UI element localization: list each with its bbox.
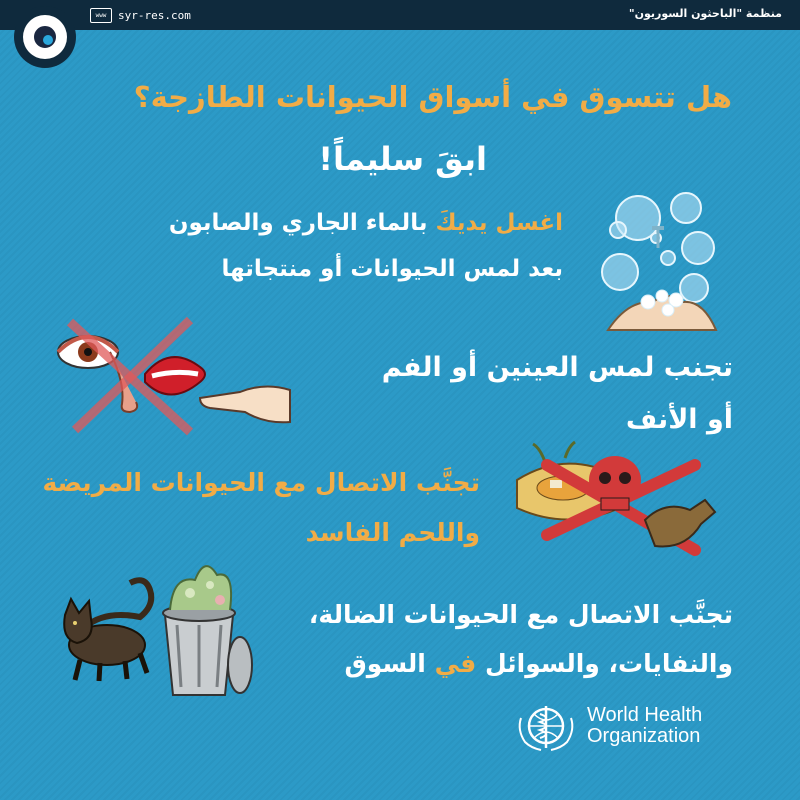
site-label: syr-res.com (118, 8, 191, 22)
avoid-sick-animals-line-1: تجنَّب الاتصال مع الحيوانات المريضة (42, 468, 480, 497)
who-logo (515, 700, 705, 752)
avoid-stray-line-1: تجنَّب الاتصال مع الحيوانات الضالة، (308, 600, 733, 629)
avoid-face-line-2: أو الأنف (625, 404, 733, 435)
website-link[interactable] (90, 6, 191, 24)
stray-cat-trash-icon (55, 555, 255, 705)
avoid-stray-line-2: والنفايات، والسوائل في السوق (344, 649, 733, 678)
top-bar (0, 0, 800, 30)
poison-meat-icon (505, 440, 720, 570)
organization-name: منظمة "الباحثون السوريون" (628, 7, 782, 20)
who-line-1: World Health (587, 704, 703, 726)
website-icon: www (90, 8, 112, 23)
headline-question: هل تتسوق في أسواق الحيوانات الطازجة؟ (133, 80, 732, 114)
wash-hands-line-1: اغسل يديكَ بالماء الجاري والصابون (168, 210, 563, 236)
wash-hands-line-2: بعد لمس الحيوانات أو منتجاتها (221, 256, 563, 282)
face-no-touch-icon (50, 312, 295, 437)
logo-icon[interactable] (14, 6, 76, 68)
who-emblem-icon (515, 700, 577, 752)
avoid-sick-animals-line-2: واللحم الفاسد (305, 518, 480, 547)
stay-safe-title: ابقَ سليماً! (318, 140, 487, 178)
who-line-2: Organization (587, 725, 701, 747)
soap-bubbles-icon (598, 190, 718, 335)
avoid-face-line-1: تجنب لمس العينين أو الفم (381, 352, 733, 383)
